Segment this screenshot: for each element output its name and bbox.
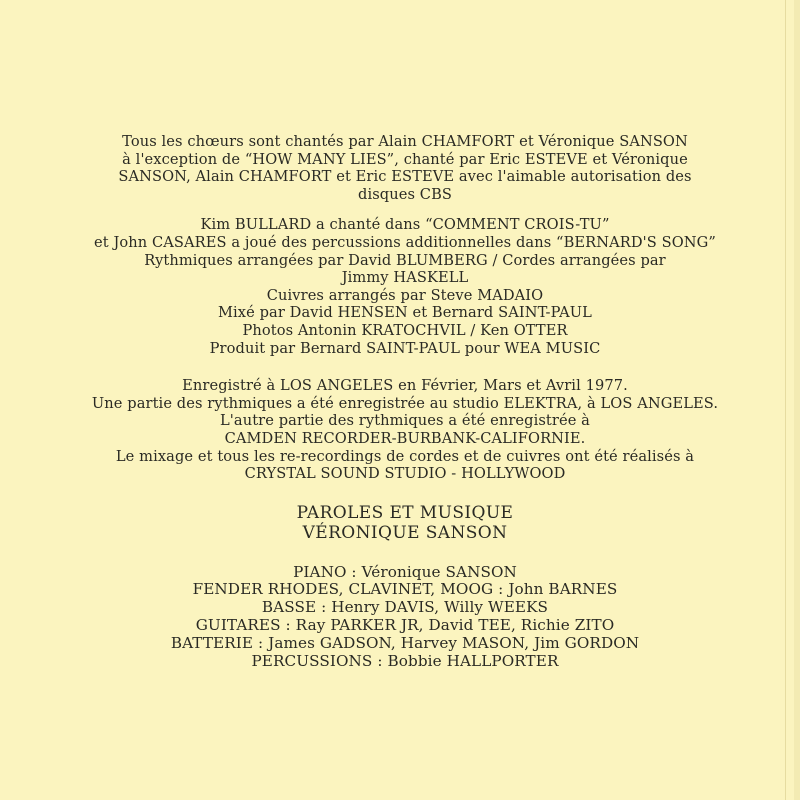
recording-line: Une partie des rythmiques a été enregistrée au studio ELEKTRA, à LOS ANGELES. <box>91 394 719 412</box>
credit-line: Tous les chœurs sont chantés par Alain CHAMFORT et Véronique SANSON <box>122 133 688 150</box>
musicians-list <box>40 564 770 671</box>
production-line: Mixé par David HENSEN et Bernard SAINT-PAUL <box>218 304 592 322</box>
production-line: Jimmy HASKELL <box>341 269 469 287</box>
credit-line: SANSON, Alain CHAMFORT et Eric ESTEVE avec l'aimable autorisation des <box>118 168 692 186</box>
production-line: Rythmiques arrangées par David BLUMBERG / Cordes arrangées par <box>144 251 666 269</box>
musician-line: GUITARES : Ray PARKER JR, David TEE, Richie ZITO <box>195 616 615 635</box>
production-line: Cuivres arrangés par Steve MADAIO <box>266 286 544 304</box>
choir-credits-block <box>40 133 770 203</box>
production-line: et John CASARES a joué des percussions additionnelles dans “BERNARD'S SONG” <box>94 233 716 251</box>
authors-line: PAROLES ET MUSIQUE <box>296 502 514 523</box>
production-credits-block <box>40 216 770 357</box>
credits-text <box>40 133 770 670</box>
fold-line <box>785 0 786 800</box>
page-edge <box>794 0 800 800</box>
musician-line: PIANO : Véronique SANSON <box>293 562 517 581</box>
production-line: Kim BULLARD a chanté dans “COMMENT CROIS-TU” <box>200 216 610 234</box>
recording-line: CRYSTAL SOUND STUDIO - HOLLYWOOD <box>244 465 566 483</box>
musician-line: BASSE : Henry DAVIS, Willy WEEKS <box>261 598 549 617</box>
production-line: Photos Antonin KRATOCHVIL / Ken OTTER <box>242 321 568 339</box>
production-line: Produit par Bernard SAINT-PAUL pour WEA MUSIC <box>209 339 601 357</box>
authors-heading <box>40 503 770 543</box>
credit-line: disques CBS <box>358 185 452 203</box>
recording-line: Le mixage et tous les re-recordings de cordes et de cuivres ont été réalisés à <box>115 447 695 465</box>
credit-line: à l'exception de “HOW MANY LIES”, chanté par Eric ESTEVE et Véronique <box>122 150 688 168</box>
recording-line: L'autre partie des rythmiques a été enregistrée à <box>220 412 590 430</box>
musician-line: FENDER RHODES, CLAVINET, MOOG : John BARNES <box>192 580 618 599</box>
recording-line: CAMDEN RECORDER-BURBANK-CALIFORNIE. <box>224 429 586 447</box>
recording-line: Enregistré à LOS ANGELES en Février, Mars et Avril 1977. <box>182 377 628 395</box>
recording-info-block <box>40 377 770 483</box>
musician-line: BATTERIE : James GADSON, Harvey MASON, Jim GORDON <box>170 633 640 652</box>
musician-line: PERCUSSIONS : Bobbie HALLPORTER <box>251 651 559 670</box>
authors-line: VÉRONIQUE SANSON <box>302 522 508 543</box>
